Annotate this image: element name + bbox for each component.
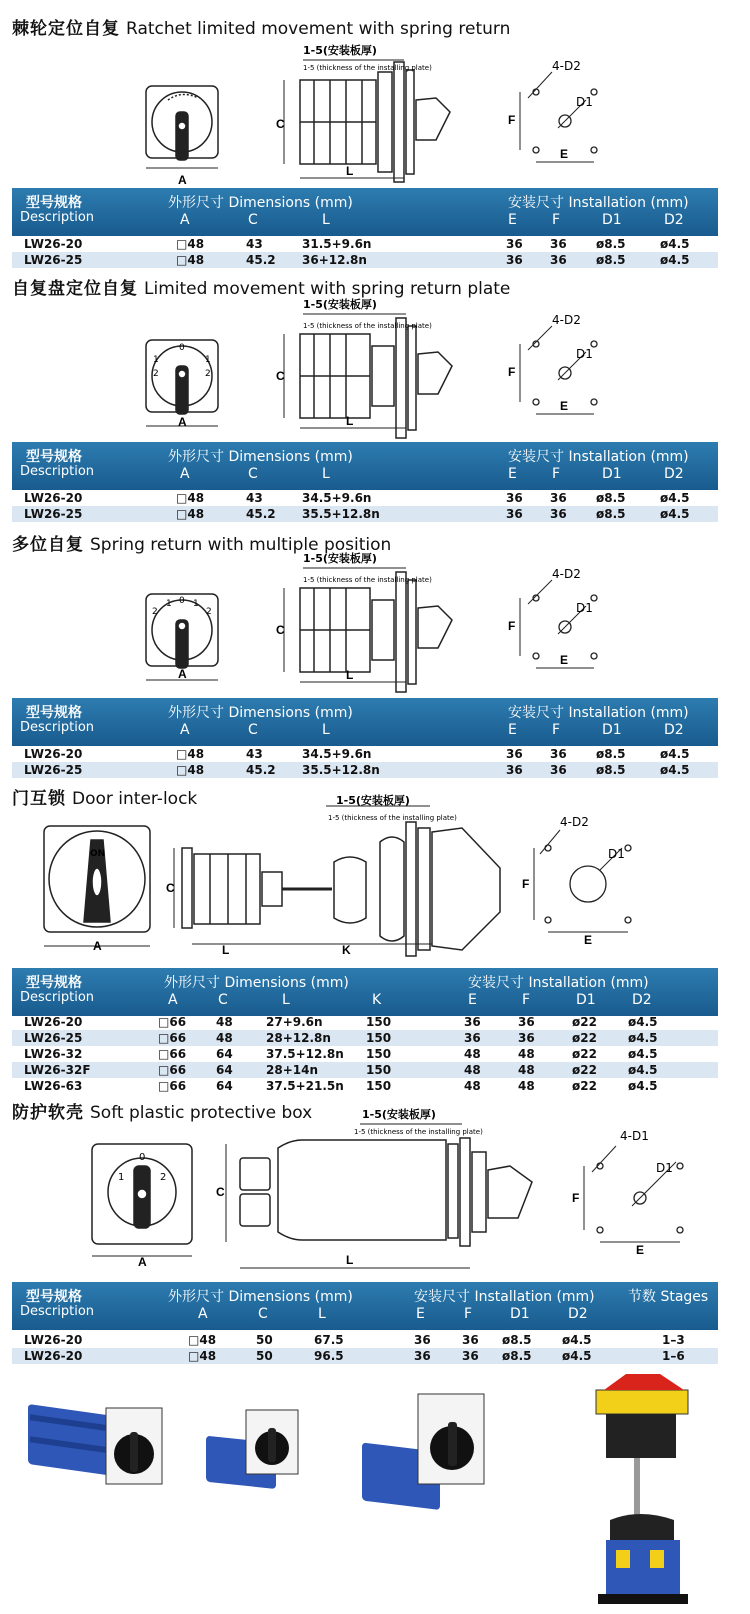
- cell-d2: ø4.5: [562, 1333, 592, 1347]
- cell-a: □66: [158, 1031, 187, 1045]
- table-row: [12, 1332, 718, 1348]
- title-cn: 门互锁: [12, 789, 66, 809]
- product-photo-door-lock: [596, 1374, 688, 1604]
- cell-f: 36: [550, 491, 567, 505]
- face-mark: 1: [193, 599, 199, 609]
- dim-d1: D1: [576, 95, 593, 109]
- face-mark: 1: [153, 355, 159, 365]
- cell-d1: ø22: [572, 1031, 597, 1045]
- product-photo-large-switch: [28, 1404, 162, 1484]
- dim-a: A: [178, 415, 187, 429]
- col-l: L: [318, 1306, 326, 1322]
- hole-pattern: [534, 830, 631, 932]
- face-mark: 0: [179, 343, 185, 353]
- col-c: C: [218, 992, 228, 1008]
- cell-f: 48: [518, 1063, 535, 1077]
- cell-d1: ø22: [572, 1015, 597, 1029]
- dimension-drawing: [0, 1096, 750, 1282]
- face-mark: 0: [179, 596, 185, 606]
- dimension-drawing: [0, 270, 750, 440]
- face-mark: 0: [139, 1152, 146, 1163]
- header-desc-en: Description: [20, 720, 95, 735]
- cell-f: 48: [518, 1047, 535, 1061]
- dim-d1: D1: [576, 347, 593, 361]
- cell-stages: 1–6: [662, 1349, 685, 1363]
- cell-e: 48: [464, 1047, 481, 1061]
- cell-f: 36: [550, 747, 567, 761]
- cell-a: □48: [188, 1333, 217, 1347]
- dim-hole4: 4-D2: [560, 815, 589, 829]
- dim-c: C: [166, 881, 175, 895]
- cell-l: 96.5: [314, 1349, 344, 1363]
- col-d2: D2: [664, 466, 684, 482]
- cell-f: 36: [550, 237, 567, 251]
- face-mark: 2: [205, 369, 211, 379]
- cell-d2: ø4.5: [628, 1047, 658, 1061]
- section-ratchet: [0, 0, 750, 268]
- cell-model: LW26-32: [24, 1047, 83, 1061]
- header-dims: 外形尺寸 Dimensions (mm): [168, 1289, 353, 1305]
- dim-c: C: [276, 623, 285, 637]
- dim-d1: D1: [576, 601, 593, 615]
- dim-f: F: [508, 113, 516, 127]
- dim-hole4: 4-D2: [552, 59, 581, 73]
- col-k: K: [372, 992, 382, 1008]
- cell-d1: ø8.5: [596, 253, 626, 267]
- cell-f: 36: [550, 253, 567, 267]
- col-a: A: [198, 1306, 208, 1322]
- cell-model: LW26-20: [24, 1333, 83, 1347]
- cell-c: 48: [216, 1015, 233, 1029]
- cell-e: 36: [506, 507, 523, 521]
- dim-l: L: [222, 943, 230, 957]
- header-desc-cn: 型号规格: [26, 195, 82, 211]
- table-row: [12, 1014, 718, 1030]
- cell-l: 35.5+12.8n: [302, 507, 380, 521]
- dim-e: E: [560, 399, 569, 413]
- cell-model: LW26-20: [24, 1015, 83, 1029]
- plate-label: 1-5(安装板厚): [303, 44, 377, 57]
- header-dims: 外形尺寸 Dimensions (mm): [164, 975, 349, 991]
- dim-d1: D1: [656, 1161, 673, 1175]
- table-row: [12, 1046, 718, 1062]
- front-view: [146, 86, 218, 168]
- cell-d2: ø4.5: [562, 1349, 592, 1363]
- cell-d2: ø4.5: [628, 1031, 658, 1045]
- header-desc-en: Description: [20, 210, 95, 225]
- cell-model: LW26-32F: [24, 1063, 91, 1077]
- plate-label: 1-5(安装板厚): [362, 1108, 436, 1121]
- table-header: [12, 1282, 718, 1330]
- side-view: [174, 806, 500, 956]
- cell-c: 64: [216, 1079, 233, 1093]
- cell-l: 35.5+12.8n: [302, 763, 380, 777]
- header-desc-cn: 型号规格: [26, 1289, 82, 1305]
- cell-l: 28+14n: [266, 1063, 318, 1077]
- header-inst: 安装尺寸 Installation (mm): [508, 705, 689, 721]
- title-cn: 棘轮定位自复: [12, 19, 120, 39]
- dim-hole4: 4-D1: [620, 1129, 649, 1143]
- dim-e: E: [560, 147, 569, 161]
- table-row: [12, 506, 718, 522]
- cell-f: 48: [518, 1079, 535, 1093]
- header-desc-cn: 型号规格: [26, 975, 82, 991]
- title-en: Ratchet limited movement with spring return: [126, 19, 511, 39]
- side-view: [284, 568, 452, 692]
- col-f: F: [522, 992, 531, 1008]
- dim-c: C: [276, 369, 285, 383]
- cell-model: LW26-63: [24, 1079, 83, 1093]
- cell-l: 28+12.8n: [266, 1031, 331, 1045]
- plate-label: 1-5(安装板厚): [303, 552, 377, 565]
- cell-d2: ø4.5: [628, 1063, 658, 1077]
- cell-a: □48: [176, 237, 205, 251]
- face-mark: 2: [160, 1172, 167, 1183]
- cell-k: 150: [366, 1063, 392, 1077]
- cell-d2: ø4.5: [660, 747, 690, 761]
- dim-f: F: [508, 365, 516, 379]
- header-desc-cn: 型号规格: [26, 705, 82, 721]
- cell-model: LW26-20: [24, 491, 83, 505]
- dim-a: A: [93, 939, 102, 953]
- cell-a: □66: [158, 1063, 187, 1077]
- cell-f: 36: [518, 1031, 535, 1045]
- dim-l: L: [346, 1253, 354, 1267]
- title-cn: 自复盘定位自复: [12, 279, 138, 299]
- col-d1: D1: [602, 722, 622, 738]
- cell-f: 36: [550, 763, 567, 777]
- cell-l: 67.5: [314, 1333, 344, 1347]
- section-protective-box: [0, 1096, 750, 1368]
- table-row: [12, 762, 718, 778]
- product-photo-small-switch: [206, 1410, 298, 1489]
- col-a: A: [180, 722, 190, 738]
- table-header: [12, 442, 718, 490]
- dim-k: K: [342, 943, 351, 957]
- dim-e: E: [584, 933, 593, 947]
- col-f: F: [552, 722, 561, 738]
- cell-d1: ø8.5: [596, 507, 626, 521]
- cell-a: □48: [176, 507, 205, 521]
- dimension-drawing: [0, 0, 750, 190]
- cell-c: 45.2: [246, 507, 276, 521]
- title-cn: 多位自复: [12, 535, 84, 555]
- cell-model: LW26-20: [24, 747, 83, 761]
- header-dims: 外形尺寸 Dimensions (mm): [168, 705, 353, 721]
- header-stages: 节数 Stages: [628, 1289, 709, 1305]
- col-e: E: [508, 212, 517, 228]
- cell-a: □66: [158, 1079, 187, 1093]
- cell-f: 36: [462, 1349, 479, 1363]
- dim-l: L: [346, 668, 354, 682]
- cell-model: LW26-25: [24, 253, 83, 267]
- title-en: Door inter-lock: [72, 789, 198, 809]
- dim-f: F: [522, 877, 530, 891]
- col-a: A: [180, 212, 190, 228]
- cell-e: 48: [464, 1079, 481, 1093]
- cell-c: 48: [216, 1031, 233, 1045]
- cell-model: LW26-25: [24, 1031, 83, 1045]
- plate-sub: 1-5 (thickness of the installing plate): [328, 814, 457, 822]
- col-l: L: [322, 722, 330, 738]
- cell-l: 36+12.8n: [302, 253, 367, 267]
- dim-f: F: [572, 1191, 580, 1205]
- cell-e: 36: [506, 763, 523, 777]
- cell-c: 50: [256, 1349, 273, 1363]
- header-inst: 安装尺寸 Installation (mm): [508, 449, 689, 465]
- dim-a: A: [138, 1255, 147, 1269]
- col-c: C: [248, 466, 258, 482]
- cell-l: 34.5+9.6n: [302, 491, 372, 505]
- col-d1: D1: [602, 466, 622, 482]
- title-en: Limited movement with spring return plate: [144, 279, 511, 299]
- front-view: [44, 826, 150, 946]
- cell-f: 36: [518, 1015, 535, 1029]
- header-desc-en: Description: [20, 1304, 95, 1319]
- table-header: [12, 968, 718, 1016]
- cell-c: 43: [246, 747, 263, 761]
- cell-a: □48: [176, 253, 205, 267]
- cell-d1: ø8.5: [502, 1333, 532, 1347]
- cell-d1: ø8.5: [596, 237, 626, 251]
- header-dims: 外形尺寸 Dimensions (mm): [168, 195, 353, 211]
- table-row: [12, 1062, 718, 1078]
- cell-a: □48: [188, 1349, 217, 1363]
- col-d2: D2: [664, 212, 684, 228]
- col-a: A: [180, 466, 190, 482]
- plate-sub: 1-5 (thickness of the installing plate): [354, 1128, 483, 1136]
- cell-d2: ø4.5: [628, 1015, 658, 1029]
- cell-k: 150: [366, 1031, 392, 1045]
- hole-pattern: [520, 326, 597, 414]
- cell-a: □48: [176, 763, 205, 777]
- table-row: [12, 1348, 718, 1364]
- cell-e: 36: [506, 491, 523, 505]
- cell-d1: ø8.5: [596, 747, 626, 761]
- dim-f: F: [508, 619, 516, 633]
- table-row: [12, 490, 718, 506]
- cell-d2: ø4.5: [628, 1079, 658, 1093]
- cell-a: □48: [176, 747, 205, 761]
- cell-k: 150: [366, 1047, 392, 1061]
- cell-d2: ø4.5: [660, 763, 690, 777]
- cell-d2: ø4.5: [660, 491, 690, 505]
- side-view: [284, 314, 452, 438]
- face-mark: 1: [166, 599, 172, 609]
- hole-pattern: [520, 72, 597, 162]
- title-en: Soft plastic protective box: [90, 1103, 313, 1123]
- face-mark: 1: [118, 1172, 125, 1183]
- cell-d1: ø8.5: [596, 491, 626, 505]
- section-multi-position: [0, 526, 750, 780]
- col-d1: D1: [510, 1306, 530, 1322]
- header-inst: 安装尺寸 Installation (mm): [468, 975, 649, 991]
- dim-c: C: [276, 117, 285, 131]
- face-mark: 1: [205, 355, 211, 365]
- col-d1: D1: [602, 212, 622, 228]
- table-row: [12, 252, 718, 268]
- cell-a: □48: [176, 491, 205, 505]
- side-view: [226, 1124, 532, 1268]
- face-mark: 2: [206, 607, 212, 617]
- cell-e: 36: [414, 1333, 431, 1347]
- face-mark: 2: [152, 607, 158, 617]
- cell-d1: ø8.5: [596, 763, 626, 777]
- cell-l: 31.5+9.6n: [302, 237, 372, 251]
- table-row: [12, 1078, 718, 1094]
- cell-e: 36: [464, 1031, 481, 1045]
- cell-l: 34.5+9.6n: [302, 747, 372, 761]
- col-d2: D2: [664, 722, 684, 738]
- cell-d2: ø4.5: [660, 253, 690, 267]
- col-f: F: [552, 466, 561, 482]
- cell-d1: ø22: [572, 1047, 597, 1061]
- dim-hole4: 4-D2: [552, 313, 581, 327]
- title-cn: 防护软壳: [12, 1103, 84, 1123]
- cell-c: 64: [216, 1047, 233, 1061]
- header-inst: 安装尺寸 Installation (mm): [508, 195, 689, 211]
- cell-model: LW26-20: [24, 237, 83, 251]
- dim-e: E: [560, 653, 569, 667]
- dim-l: L: [346, 414, 354, 428]
- dim-a: A: [178, 667, 187, 681]
- side-view: [284, 60, 450, 182]
- col-d2: D2: [632, 992, 652, 1008]
- product-photo-multi-switch: [362, 1394, 484, 1510]
- cell-f: 36: [462, 1333, 479, 1347]
- cell-e: 48: [464, 1063, 481, 1077]
- cell-c: 43: [246, 237, 263, 251]
- cell-l: 27+9.6n: [266, 1015, 323, 1029]
- cell-model: LW26-25: [24, 507, 83, 521]
- table-header: [12, 698, 718, 746]
- cell-d1: ø22: [572, 1063, 597, 1077]
- plate-sub: 1-5 (thickness of the installing plate): [303, 576, 432, 584]
- cell-f: 36: [550, 507, 567, 521]
- dim-c: C: [216, 1185, 225, 1199]
- section-door-interlock: [0, 782, 750, 1094]
- col-e: E: [468, 992, 477, 1008]
- cell-a: □66: [158, 1015, 187, 1029]
- cell-d1: ø8.5: [502, 1349, 532, 1363]
- cell-l: 37.5+21.5n: [266, 1079, 344, 1093]
- cell-e: 36: [506, 747, 523, 761]
- col-f: F: [464, 1306, 473, 1322]
- cell-c: 50: [256, 1333, 273, 1347]
- col-l: L: [322, 212, 330, 228]
- cell-stages: 1–3: [662, 1333, 685, 1347]
- hole-pattern: [520, 580, 597, 668]
- header-desc-en: Description: [20, 464, 95, 479]
- cell-k: 150: [366, 1079, 392, 1093]
- cell-model: LW26-20: [24, 1349, 83, 1363]
- dimension-drawing: [0, 526, 750, 696]
- cell-e: 36: [506, 253, 523, 267]
- cell-e: 36: [464, 1015, 481, 1029]
- col-c: C: [258, 1306, 268, 1322]
- cell-e: 36: [414, 1349, 431, 1363]
- plate-label: 1-5(安装板厚): [336, 794, 410, 807]
- col-l: L: [322, 466, 330, 482]
- col-l: L: [282, 992, 290, 1008]
- cell-a: □66: [158, 1047, 187, 1061]
- face-mark: ON: [90, 849, 106, 859]
- plate-sub: 1-5 (thickness of the installing plate): [303, 64, 432, 72]
- table-header: [12, 188, 718, 236]
- cell-c: 64: [216, 1063, 233, 1077]
- header-desc-en: Description: [20, 990, 95, 1005]
- table-row: [12, 746, 718, 762]
- cell-d2: ø4.5: [660, 237, 690, 251]
- dim-e: E: [636, 1243, 645, 1257]
- table-row: [12, 1030, 718, 1046]
- cell-e: 36: [506, 237, 523, 251]
- col-d1: D1: [576, 992, 596, 1008]
- col-f: F: [552, 212, 561, 228]
- cell-k: 150: [366, 1015, 392, 1029]
- header-inst: 安装尺寸 Installation (mm): [414, 1289, 595, 1305]
- table-row: [12, 236, 718, 252]
- col-a: A: [168, 992, 178, 1008]
- title-en: Spring return with multiple position: [90, 535, 392, 555]
- dim-a: A: [178, 173, 187, 187]
- col-c: C: [248, 722, 258, 738]
- cell-l: 37.5+12.8n: [266, 1047, 344, 1061]
- cell-model: LW26-25: [24, 763, 83, 777]
- dim-d1: D1: [608, 847, 625, 861]
- plate-sub: 1-5 (thickness of the installing plate): [303, 322, 432, 330]
- cell-c: 45.2: [246, 253, 276, 267]
- header-desc-cn: 型号规格: [26, 449, 82, 465]
- header-dims: 外形尺寸 Dimensions (mm): [168, 449, 353, 465]
- col-e: E: [508, 466, 517, 482]
- cell-c: 43: [246, 491, 263, 505]
- dim-l: L: [346, 164, 354, 178]
- col-d2: D2: [568, 1306, 588, 1322]
- cell-c: 45.2: [246, 763, 276, 777]
- col-e: E: [508, 722, 517, 738]
- dimension-drawing: [0, 782, 750, 968]
- face-mark: 2: [153, 369, 159, 379]
- section-spring-plate: [0, 270, 750, 524]
- dim-hole4: 4-D2: [552, 567, 581, 581]
- cell-d1: ø22: [572, 1079, 597, 1093]
- col-c: C: [248, 212, 258, 228]
- col-e: E: [416, 1306, 425, 1322]
- plate-label: 1-5(安装板厚): [303, 298, 377, 311]
- product-photos: [0, 1370, 750, 1614]
- cell-d2: ø4.5: [660, 507, 690, 521]
